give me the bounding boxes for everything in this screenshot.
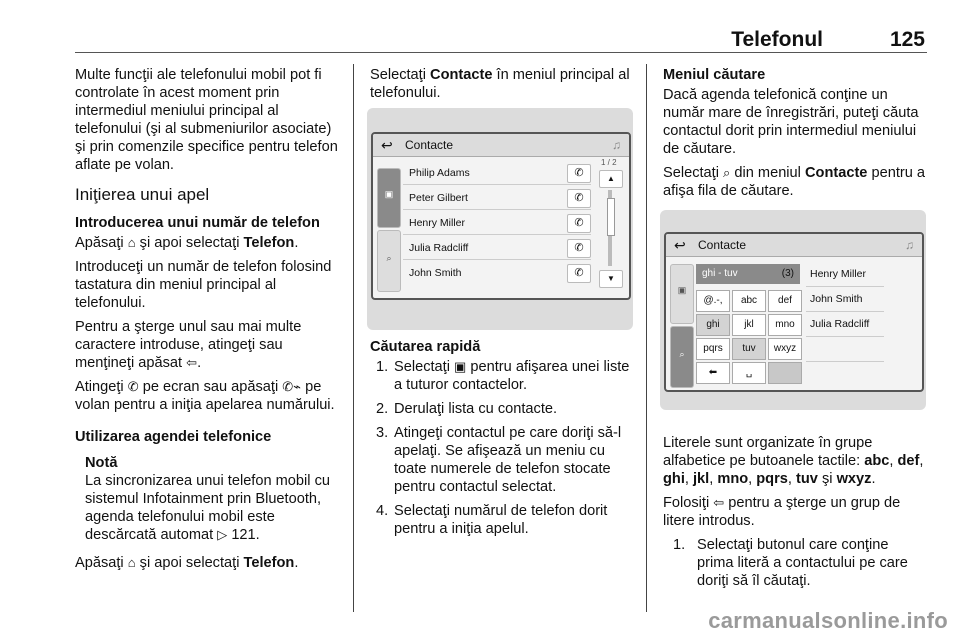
paragraph-press-home-2: Apăsaţi ⌂ şi apoi selectaţi Telefon.	[75, 555, 299, 571]
paragraph-select-search: Selectaţi ⌕ din meniul Contacte pentru a afişa fila de căutare.	[663, 165, 926, 199]
subheading-enter-number: Introducerea unui număr de telefon	[75, 215, 320, 231]
watermark: carmanualsonline.info	[708, 608, 948, 633]
music-icon: ♫	[905, 238, 914, 252]
search-query: ghi - tuv	[702, 268, 738, 279]
scroll-down-button[interactable]: ▼	[599, 270, 623, 288]
music-icon: ♫	[612, 138, 621, 152]
search-tab[interactable]	[670, 326, 694, 388]
call-icon[interactable]: ✆	[567, 189, 591, 208]
contact-card-icon: ▣	[677, 285, 687, 295]
contact-name: Philip Adams	[409, 167, 470, 179]
space-key[interactable]	[732, 362, 766, 384]
search-icon: ⌕	[386, 253, 392, 263]
scroll-up-button[interactable]: ▲	[599, 170, 623, 188]
key-symbols[interactable]: @.-,	[696, 290, 730, 312]
column-2-lower	[370, 338, 635, 544]
contacts-tab[interactable]	[670, 264, 694, 324]
column-divider-2	[646, 64, 647, 612]
empty-key	[768, 362, 802, 384]
quick-search-steps	[370, 358, 635, 538]
contact-row[interactable]	[403, 187, 591, 210]
screen-title-bar	[373, 134, 629, 157]
backspace-icon: ⇦	[186, 355, 198, 370]
search-steps	[673, 536, 928, 590]
column-1	[75, 66, 343, 578]
page-indicator: 1 / 2	[601, 158, 617, 167]
contact-row[interactable]	[403, 212, 591, 235]
search-result[interactable]: Julia Radcliff	[806, 312, 884, 337]
subheading-search-menu: Meniul căutare	[663, 67, 766, 83]
search-tab[interactable]	[377, 230, 401, 292]
key-tuv[interactable]: tuv	[732, 338, 766, 360]
contact-name: Julia Radcliff	[409, 242, 469, 254]
list-item: 4. Selectaţi numărul de telefon dorit pentru a iniţia apelul.	[376, 503, 608, 537]
column-3-lower	[663, 434, 928, 596]
key-pqrs[interactable]: pqrs	[696, 338, 730, 360]
backspace-key[interactable]	[696, 362, 730, 384]
contact-row[interactable]	[403, 162, 591, 185]
backspace-icon: ⇦	[713, 495, 725, 510]
search-icon: ⌕	[679, 349, 685, 359]
paragraph-letter-groups: Literele sunt organizate în grupe alfabetice pe butoanele tactile: abc, def, ghi, jkl, mno, pqrs, tuv şi wxyz.	[663, 435, 924, 487]
paragraph-initiate-call: Atingeţi ✆ pe ecran sau apăsaţi ✆⌁ pe volan pentru a iniţia apelarea numărului.	[75, 379, 335, 413]
key-ghi[interactable]: ghi	[696, 314, 730, 336]
contact-row[interactable]	[403, 237, 591, 260]
key-abc[interactable]: abc	[732, 290, 766, 312]
search-result[interactable]: John Smith	[806, 287, 884, 312]
home-icon: ⌂	[127, 235, 136, 250]
scrollbar-thumb[interactable]	[607, 198, 615, 236]
backspace-icon: ⬅	[708, 367, 718, 378]
header-rule	[75, 52, 927, 53]
column-2	[370, 66, 635, 108]
list-item: 3. Atingeţi contactul pe care doriţi să-l apelaţi. Se afişează un meniu cu toate numerele de telefon stocate pentru contactul selectat.	[376, 425, 622, 495]
paragraph-press-home: Apăsaţi ⌂ şi apoi selectaţi Telefon.	[75, 235, 299, 251]
search-screenshot	[660, 210, 926, 410]
intro-paragraph: Multe funcţii ale telefonului mobil pot fi controlate în acest moment prin intermediul meniului principal al telefonului (şi al submeniurilor asociate) şi prin comenzile specifice pentru telefon aflate pe volan.	[75, 67, 338, 173]
subheading-phonebook: Utilizarea agendei telefonice	[75, 429, 272, 445]
page-ref-icon: ▷	[217, 527, 228, 542]
contact-name: Henry Miller	[409, 217, 466, 229]
search-screen	[664, 232, 924, 392]
paragraph-delete-chars: Pentru a şterge unul sau mai multe caractere introduse, atingeţi sau menţineţi apăsat ⇦.	[75, 319, 302, 371]
list-item: 1. Selectaţi ▣ pentru afişarea unei liste a tuturor contactelor.	[376, 359, 630, 393]
phone-icon: ✆	[127, 379, 139, 394]
call-icon[interactable]: ✆	[567, 264, 591, 283]
paragraph-delete-group: Folosiţi ⇦ pentru a şterge un grup de litere introdus.	[663, 495, 901, 529]
contact-row[interactable]	[403, 262, 591, 284]
paragraph-search-intro: Dacă agenda telefonică conţine un număr mare de înregistrări, puteţi căuta contactul dorit prin intermediul meniului de căutare.	[663, 87, 919, 157]
back-icon[interactable]: ↩	[381, 137, 393, 153]
steering-phone-icon: ✆⌁	[282, 379, 302, 394]
column-divider-1	[353, 64, 354, 612]
note-text: La sincronizarea unui telefon mobil cu sistemul Infotainment prin Bluetooth, agenda telefonului mobil este descărcată automat ▷ 121.	[85, 473, 330, 543]
page-header	[75, 26, 927, 54]
screen-title: Contacte	[698, 238, 747, 252]
search-query-field[interactable]	[696, 264, 800, 284]
key-jkl[interactable]: jkl	[732, 314, 766, 336]
key-def[interactable]: def	[768, 290, 802, 312]
search-result[interactable]: Henry Miller	[806, 262, 884, 287]
back-icon[interactable]: ↩	[674, 237, 686, 253]
call-icon[interactable]: ✆	[567, 239, 591, 258]
screen-title: Contacte	[405, 138, 454, 152]
list-item: 1. Selectaţi butonul care conţine prima literă a contactului pe care doriţi să îl căutaţi.	[673, 537, 908, 589]
contacts-screen	[371, 132, 631, 300]
column-3	[663, 66, 928, 206]
chapter-title: Telefonul	[731, 28, 823, 51]
section-heading-call: Iniţierea unui apel	[75, 185, 210, 204]
search-icon: ⌕	[723, 165, 731, 180]
screen-title-bar	[666, 234, 922, 257]
key-wxyz[interactable]: wxyz	[768, 338, 802, 360]
contacts-screenshot	[367, 108, 633, 330]
home-icon: ⌂	[127, 555, 136, 570]
space-icon: ␣	[745, 367, 753, 378]
contact-name: Peter Gilbert	[409, 192, 468, 204]
page-number: 125	[889, 28, 925, 51]
contact-card-icon: ▣	[454, 359, 467, 374]
note-box	[85, 454, 343, 544]
contacts-tab[interactable]	[377, 168, 401, 228]
contact-card-icon: ▣	[384, 189, 394, 199]
paragraph-select-contacts: Selectaţi Contacte în meniul principal al telefonului.	[370, 67, 630, 101]
search-result-empty	[806, 337, 884, 362]
call-icon[interactable]: ✆	[567, 214, 591, 233]
paragraph-enter-number: Introduceţi un număr de telefon folosind tastatura din meniul principal al telefonului.	[75, 259, 332, 311]
note-title: Notă	[85, 455, 118, 471]
result-count: (3)	[781, 268, 794, 279]
list-item: 2. Derulaţi lista cu contacte.	[376, 401, 558, 417]
subheading-quick-search: Căutarea rapidă	[370, 339, 481, 355]
key-mno[interactable]: mno	[768, 314, 802, 336]
call-icon[interactable]: ✆	[567, 164, 591, 183]
contact-name: John Smith	[409, 267, 462, 279]
